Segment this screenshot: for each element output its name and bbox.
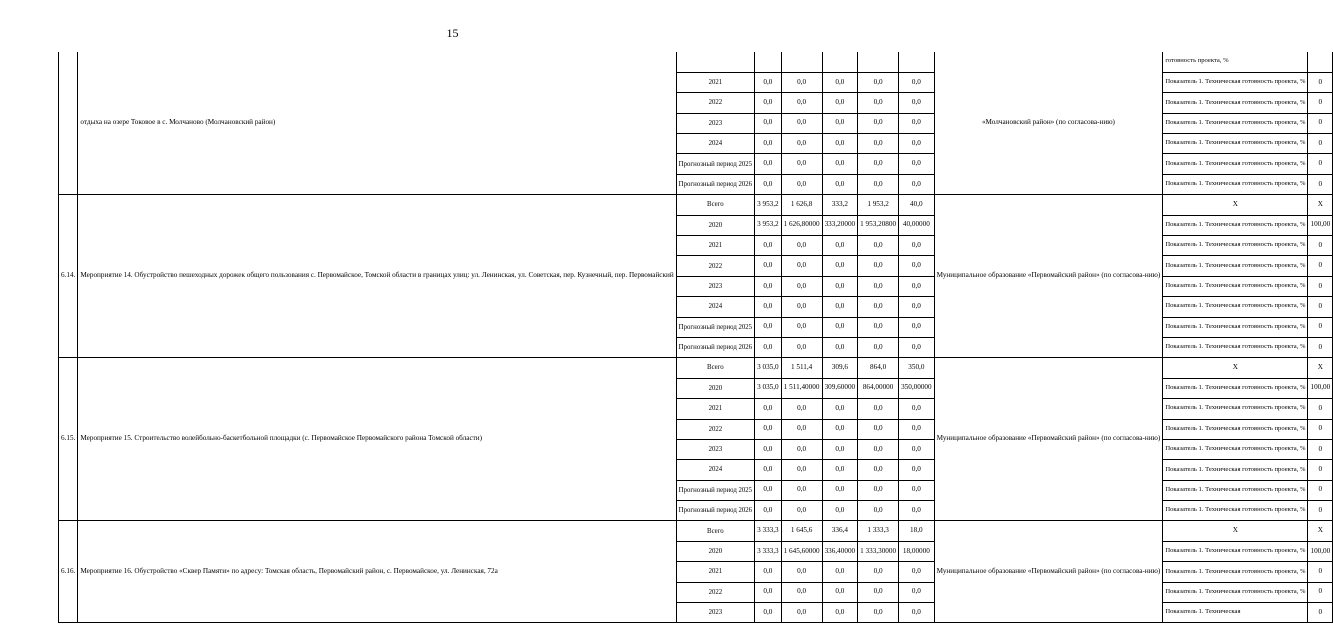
extrabudget-cell: 0,0 [899,113,935,133]
indicator-value-cell: 100,00 [1308,378,1333,398]
extrabudget-cell: 0,0 [899,582,935,602]
local-budget-cell: 0,0 [858,174,899,194]
federal-budget-cell: 1 645,60000 [781,541,822,561]
table-row [59,195,1333,215]
indicator-value-cell: 100,00 [1308,215,1333,235]
regional-budget-cell: 0,0 [822,317,858,337]
regional-budget-cell: 0,0 [822,562,858,582]
measure-name: Мероприятие 16. Обустройство «Сквер Памяти» по адресу: Томская область, Первомайский район, с. Первомайское, ул. Ленинская, 72а [78,521,676,623]
period-cell: 2024 [676,134,754,154]
period-cell [676,52,754,72]
regional-budget-cell: 0,0 [822,134,858,154]
period-cell: 2020 [676,215,754,235]
period-cell: 2024 [676,460,754,480]
indicator-value-cell: 0 [1308,276,1333,296]
regional-budget-cell: 333,2 [822,195,858,215]
indicator-value-cell: 0 [1308,317,1333,337]
indicator-value-cell: 100,00 [1308,541,1333,561]
indicator-cell: Показатель 1. Техническая готовность проекта, % [1163,276,1308,296]
period-cell: Всего [676,521,754,541]
indicator-cell: готовность проекта, % [1163,52,1308,72]
measure-name: отдыха на озере Токовое в с. Молчаново (Молчановский район) [78,52,676,195]
indicator-cell: Показатель 1. Техническая [1163,603,1308,623]
indicator-value-cell: 0 [1308,297,1333,317]
indicator-value-cell: 0 [1308,419,1333,439]
total-cell: 3 953,2 [755,215,782,235]
regional-budget-cell: 0,0 [822,113,858,133]
indicator-cell: Показатель 1. Техническая готовность проекта, % [1163,297,1308,317]
regional-budget-cell: 0,0 [822,154,858,174]
total-cell: 0,0 [755,134,782,154]
federal-budget-cell: 0,0 [781,337,822,357]
period-cell: 2021 [676,562,754,582]
total-cell: 0,0 [755,501,782,521]
indicator-cell: Показатель 1. Техническая готовность проекта, % [1163,317,1308,337]
regional-budget-cell: 0,0 [822,276,858,296]
total-cell: 0,0 [755,72,782,92]
local-budget-cell: 0,0 [858,236,899,256]
indicator-cell: Показатель 1. Техническая готовность проекта, % [1163,174,1308,194]
federal-budget-cell: 0,0 [781,154,822,174]
federal-budget-cell: 0,0 [781,113,822,133]
indicator-cell: Показатель 1. Техническая готовность проекта, % [1163,562,1308,582]
federal-budget-cell: 0,0 [781,174,822,194]
total-cell: 0,0 [755,256,782,276]
regional-budget-cell: 0,0 [822,93,858,113]
extrabudget-cell: 0,0 [899,297,935,317]
extrabudget-cell: 0,0 [899,399,935,419]
extrabudget-cell: 0,0 [899,276,935,296]
regional-budget-cell: 0,0 [822,439,858,459]
extrabudget-cell: 0,0 [899,93,935,113]
regional-budget-cell: 0,0 [822,337,858,357]
regional-budget-cell: 309,6 [822,358,858,378]
indicator-value-cell: X [1308,521,1333,541]
extrabudget-cell: 0,0 [899,154,935,174]
extrabudget-cell: 0,0 [899,480,935,500]
period-cell: 2020 [676,541,754,561]
total-cell: 0,0 [755,337,782,357]
total-cell: 0,0 [755,317,782,337]
measure-code: 6.15. [59,358,78,521]
indicator-cell: Показатель 1. Техническая готовность проекта, % [1163,93,1308,113]
extrabudget-cell: 350,00000 [899,378,935,398]
indicator-cell: Показатель 1. Техническая готовность проекта, % [1163,541,1308,561]
indicator-value-cell: 0 [1308,72,1333,92]
federal-budget-cell: 0,0 [781,236,822,256]
local-budget-cell: 1 333,3 [858,521,899,541]
extrabudget-cell: 0,0 [899,603,935,623]
indicator-value-cell: X [1308,195,1333,215]
period-cell: 2022 [676,93,754,113]
local-budget-cell: 1 333,30000 [858,541,899,561]
extrabudget-cell: 40,00000 [899,215,935,235]
indicator-cell: Показатель 1. Техническая готовность проекта, % [1163,154,1308,174]
local-budget-cell: 0,0 [858,399,899,419]
indicator-value-cell: 0 [1308,439,1333,459]
local-budget-cell: 0,0 [858,419,899,439]
extrabudget-cell: 0,0 [899,562,935,582]
extrabudget-cell: 0,0 [899,72,935,92]
executor-cell: Муниципальное образование «Первомайский район» (по согласова-нию) [934,195,1163,358]
regional-budget-cell: 0,0 [822,399,858,419]
period-cell: Всего [676,358,754,378]
indicator-value-cell: 0 [1308,562,1333,582]
regional-budget-cell: 0,0 [822,582,858,602]
indicator-value-cell: 0 [1308,582,1333,602]
extrabudget-cell: 0,0 [899,256,935,276]
extrabudget-cell [899,52,935,72]
indicator-value-cell: 0 [1308,236,1333,256]
total-cell: 0,0 [755,582,782,602]
indicator-cell: Показатель 1. Техническая готовность проекта, % [1163,134,1308,154]
total-cell: 0,0 [755,93,782,113]
local-budget-cell [858,52,899,72]
regional-budget-cell: 0,0 [822,236,858,256]
indicator-cell: Показатель 1. Техническая готовность проекта, % [1163,480,1308,500]
regional-budget-cell: 0,0 [822,72,858,92]
indicator-cell: Показатель 1. Техническая готовность проекта, % [1163,337,1308,357]
indicator-cell: Показатель 1. Техническая готовность проекта, % [1163,501,1308,521]
local-budget-cell: 0,0 [858,501,899,521]
total-cell: 0,0 [755,603,782,623]
total-cell: 3 333,3 [755,521,782,541]
federal-budget-cell: 0,0 [781,317,822,337]
total-cell: 0,0 [755,154,782,174]
total-cell: 0,0 [755,480,782,500]
indicator-cell: Показатель 1. Техническая готовность проекта, % [1163,460,1308,480]
regional-budget-cell: 0,0 [822,419,858,439]
extrabudget-cell: 0,0 [899,337,935,357]
indicator-value-cell: 0 [1308,501,1333,521]
table-row [59,521,1333,541]
local-budget-cell: 0,0 [858,134,899,154]
period-cell: 2024 [676,297,754,317]
local-budget-cell: 0,0 [858,439,899,459]
local-budget-cell: 864,00000 [858,378,899,398]
indicator-value-cell: 0 [1308,154,1333,174]
table-row [59,358,1333,378]
period-cell: 2023 [676,603,754,623]
indicator-cell: Показатель 1. Техническая готовность проекта, % [1163,378,1308,398]
measure-code: 6.14. [59,195,78,358]
indicator-value-cell: 0 [1308,134,1333,154]
total-cell: 0,0 [755,439,782,459]
extrabudget-cell: 0,0 [899,134,935,154]
federal-budget-cell: 0,0 [781,93,822,113]
federal-budget-cell: 1 511,4 [781,358,822,378]
local-budget-cell: 0,0 [858,337,899,357]
total-cell: 3 035,0 [755,358,782,378]
federal-budget-cell: 0,0 [781,256,822,276]
total-cell: 3 333,3 [755,541,782,561]
indicator-value-cell: 0 [1308,174,1333,194]
extrabudget-cell: 18,00000 [899,541,935,561]
total-cell: 0,0 [755,419,782,439]
local-budget-cell: 0,0 [858,72,899,92]
indicator-value-cell: 0 [1308,93,1333,113]
measure-name: Мероприятие 14. Обустройство пешеходных дорожек общего пользования с. Первомайское, Томской области в границах улиц: ул. Ленинская, ул. Советская, пер. Кузнечный, пер. Первомайский [78,195,676,358]
period-cell: 2022 [676,256,754,276]
regional-budget-cell: 0,0 [822,297,858,317]
indicator-cell: Показатель 1. Техническая готовность проекта, % [1163,256,1308,276]
federal-budget-cell: 1 626,8 [781,195,822,215]
local-budget-cell: 0,0 [858,297,899,317]
extrabudget-cell: 0,0 [899,460,935,480]
indicator-cell: Показатель 1. Техническая готовность проекта, % [1163,439,1308,459]
indicator-value-cell: 0 [1308,603,1333,623]
period-cell: Прогнозный период 2026 [676,501,754,521]
period-cell: Прогнозный период 2026 [676,174,754,194]
local-budget-cell: 1 953,20800 [858,215,899,235]
total-cell: 0,0 [755,276,782,296]
indicator-value-cell [1308,52,1333,72]
extrabudget-cell: 0,0 [899,317,935,337]
total-cell: 0,0 [755,236,782,256]
period-cell: 2022 [676,419,754,439]
indicator-value-cell: X [1308,358,1333,378]
table-row [59,52,1333,72]
indicator-cell: Показатель 1. Техническая готовность проекта, % [1163,236,1308,256]
local-budget-cell: 0,0 [858,317,899,337]
period-cell: 2023 [676,439,754,459]
indicator-cell: Показатель 1. Техническая готовность проекта, % [1163,215,1308,235]
local-budget-cell: 0,0 [858,276,899,296]
extrabudget-cell: 0,0 [899,236,935,256]
period-cell: 2020 [676,378,754,398]
measure-code: 6.16. [59,521,78,623]
federal-budget-cell: 0,0 [781,439,822,459]
total-cell: 0,0 [755,174,782,194]
period-cell: 2023 [676,276,754,296]
local-budget-cell: 0,0 [858,582,899,602]
period-cell: 2021 [676,236,754,256]
extrabudget-cell: 18,0 [899,521,935,541]
period-cell: Всего [676,195,754,215]
measure-code [59,52,78,195]
federal-budget-cell: 1 626,80000 [781,215,822,235]
federal-budget-cell [781,52,822,72]
total-cell: 0,0 [755,460,782,480]
federal-budget-cell: 0,0 [781,399,822,419]
indicator-cell: X [1163,358,1308,378]
page-number: 15 [446,26,459,40]
federal-budget-cell: 0,0 [781,134,822,154]
federal-budget-cell: 0,0 [781,562,822,582]
extrabudget-cell: 0,0 [899,501,935,521]
total-cell: 0,0 [755,297,782,317]
indicator-value-cell: 0 [1308,480,1333,500]
indicator-value-cell: 0 [1308,256,1333,276]
extrabudget-cell: 0,0 [899,174,935,194]
period-cell: 2021 [676,399,754,419]
total-cell: 3 035,0 [755,378,782,398]
regional-budget-cell [822,52,858,72]
local-budget-cell: 0,0 [858,603,899,623]
program-measures-table [58,52,1333,623]
period-cell: 2023 [676,113,754,133]
local-budget-cell: 0,0 [858,562,899,582]
local-budget-cell: 0,0 [858,256,899,276]
measure-name: Мероприятие 15. Строительство волейбольно-баскетбольной площадки (с. Первомайское Первомайского района Томской области) [78,358,676,521]
extrabudget-cell: 0,0 [899,419,935,439]
local-budget-cell: 0,0 [858,93,899,113]
extrabudget-cell: 350,0 [899,358,935,378]
federal-budget-cell: 0,0 [781,603,822,623]
local-budget-cell: 0,0 [858,113,899,133]
federal-budget-cell: 0,0 [781,276,822,296]
regional-budget-cell: 0,0 [822,174,858,194]
indicator-cell: Показатель 1. Техническая готовность проекта, % [1163,419,1308,439]
indicator-value-cell: 0 [1308,399,1333,419]
regional-budget-cell: 309,60000 [822,378,858,398]
indicator-value-cell: 0 [1308,113,1333,133]
federal-budget-cell: 0,0 [781,480,822,500]
indicator-cell: Показатель 1. Техническая готовность проекта, % [1163,399,1308,419]
period-cell: Прогнозный период 2025 [676,480,754,500]
extrabudget-cell: 0,0 [899,439,935,459]
regional-budget-cell: 0,0 [822,501,858,521]
local-budget-cell: 0,0 [858,460,899,480]
indicator-value-cell: 0 [1308,460,1333,480]
federal-budget-cell: 0,0 [781,419,822,439]
total-cell: 3 953,2 [755,195,782,215]
total-cell [755,52,782,72]
indicator-cell: Показатель 1. Техническая готовность проекта, % [1163,113,1308,133]
total-cell: 0,0 [755,562,782,582]
executor-cell: Муниципальное образование «Первомайский район» (по согласова-нию) [934,358,1163,521]
federal-budget-cell: 1 645,6 [781,521,822,541]
federal-budget-cell: 0,0 [781,72,822,92]
period-cell: 2022 [676,582,754,602]
executor-cell: Муниципальное образование «Первомайский район» (по согласова-нию) [934,521,1163,623]
period-cell: Прогнозный период 2025 [676,154,754,174]
extrabudget-cell: 40,0 [899,195,935,215]
regional-budget-cell: 0,0 [822,480,858,500]
regional-budget-cell: 0,0 [822,256,858,276]
local-budget-cell: 0,0 [858,480,899,500]
local-budget-cell: 1 953,2 [858,195,899,215]
indicator-cell: Показатель 1. Техническая готовность проекта, % [1163,582,1308,602]
total-cell: 0,0 [755,113,782,133]
federal-budget-cell: 0,0 [781,460,822,480]
regional-budget-cell: 336,4 [822,521,858,541]
period-cell: Прогнозный период 2026 [676,337,754,357]
regional-budget-cell: 0,0 [822,603,858,623]
regional-budget-cell: 336,40000 [822,541,858,561]
indicator-cell: X [1163,195,1308,215]
total-cell: 0,0 [755,399,782,419]
regional-budget-cell: 333,20000 [822,215,858,235]
regional-budget-cell: 0,0 [822,460,858,480]
local-budget-cell: 864,0 [858,358,899,378]
indicator-value-cell: 0 [1308,337,1333,357]
local-budget-cell: 0,0 [858,154,899,174]
period-cell: Прогнозный период 2025 [676,317,754,337]
indicator-cell: Показатель 1. Техническая готовность проекта, % [1163,72,1308,92]
federal-budget-cell: 0,0 [781,501,822,521]
federal-budget-cell: 1 511,40000 [781,378,822,398]
federal-budget-cell: 0,0 [781,582,822,602]
federal-budget-cell: 0,0 [781,297,822,317]
indicator-cell: X [1163,521,1308,541]
period-cell: 2021 [676,72,754,92]
executor-cell: «Молчановский район» (по согласова-нию) [934,52,1163,195]
